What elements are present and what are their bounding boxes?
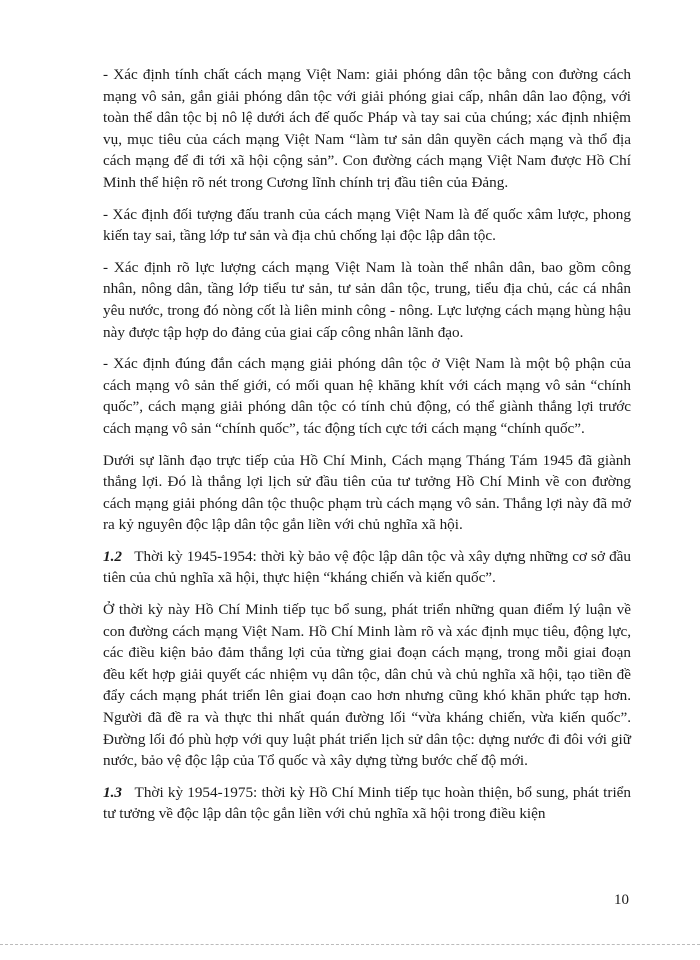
paragraph-struggle-targets: - Xác định đối tượng đấu tranh của cách mạng Việt Nam là đế quốc xâm lược, phong kiến tay sai, tầng lớp tư sản và địa chủ chống lại độc lập dân tộc. <box>103 205 631 245</box>
paragraph-world-revolution: - Xác định đúng đắn cách mạng giải phóng dân tộc ở Việt Nam là một bộ phận của cách mạng vô sản thế giới, có mối quan hệ khăng khít với cách mạng vô sản “chính quốc”, cách mạng giải phóng dân tộc có tính chủ động, có thể giành thắng lợi trước cách mạng vô sản “chính quốc”, tác động tích cực tới cách mạng “chính quốc”. <box>103 355 631 437</box>
section-1-2 <box>103 546 631 589</box>
document-body <box>103 64 631 835</box>
paragraph-august-revolution: Dưới sự lãnh đạo trực tiếp của Hồ Chí Minh, Cách mạng Tháng Tám 1945 đã giành thắng lợi. Đó là thắng lợi lịch sử đầu tiên của tư tưởng Hồ Chí Minh về con đường cách mạng giải phóng dân tộc thuộc phạm trù cách mạng vô sản. Thắng lợi này đã mở ra kỷ nguyên độc lập dân tộc gắn liền với chủ nghĩa xã hội. <box>103 451 631 534</box>
section-1-2-text: Thời kỳ 1945-1954: thời kỳ bảo vệ độc lập dân tộc và xây dựng những cơ sở đầu tiên của chủ nghĩa xã hội, thực hiện “kháng chiến và kiến quốc”. <box>103 547 632 587</box>
section-1-3-number: 1.3 <box>103 783 122 801</box>
paragraph-revolutionary-forces: - Xác định rõ lực lượng cách mạng Việt Nam là toàn thể nhân dân, bao gồm công nhân, nông dân, tầng lớp tiểu tư sản, tư sản dân tộc, trung, tiểu địa chủ, các cá nhân yêu nước, trong đó nòng cốt là liên minh công - nông. Lực lượng cách mạng hùng hậu này được tập hợp do đảng của giai cấp công nhân lãnh đạo. <box>103 258 631 341</box>
paragraph-nature-of-revolution: - Xác định tính chất cách mạng Việt Nam: giải phóng dân tộc bằng con đường cách mạng vô sản, gắn giải phóng dân tộc với giải phóng giai cấp, nhân dân lao động, với toàn thể dân tộc bị nô lệ dưới ách đế quốc Pháp và tay sai của chúng; xác định nhiệm vụ, mục tiêu của cách mạng Việt Nam “làm tư sản dân quyền cách mạng và thổ địa cách mạng để đi tới xã hội cộng sản”. Con đường cách mạng Việt Nam được Hồ Chí Minh thể hiện rõ nét trong Cương lĩnh chính trị đầu tiên của Đảng. <box>103 66 631 191</box>
page-number: 10 <box>614 892 629 908</box>
section-1-3-text: Thời kỳ 1954-1975: thời kỳ Hồ Chí Minh tiếp tục hoàn thiện, bổ sung, phát triển tư tưởng về độc lập dân tộc gắn liền với chủ nghĩa xã hội trong điều kiện <box>103 783 631 823</box>
section-1-2-number: 1.2 <box>103 547 122 565</box>
page-bottom-divider <box>0 944 700 945</box>
section-1-3 <box>103 782 631 825</box>
paragraph-period-1945-1954: Ở thời kỳ này Hồ Chí Minh tiếp tục bổ sung, phát triển những quan điểm lý luận về con đường cách mạng Việt Nam. Hồ Chí Minh làm rõ và xác định mục tiêu, động lực, các điều kiện bảo đảm thắng lợi của từng giai đoạn cách mạng, trong mỗi giai đoạn đều kết hợp giải quyết các nhiệm vụ dân tộc, dân chủ và chủ nghĩa xã hội, tạo tiền đề đẩy cách mạng phát triển lên giai đoạn cao hơn nhưng cũng khó khăn phức tạp hơn. Người đã đề ra và thực thi nhất quán đường lối “vừa kháng chiến, vừa kiến quốc”. Đường lối đó phù hợp với quy luật phát triển lịch sử dân tộc: dựng nước đi đôi với giữ nước, bảo vệ độc lập của Tổ quốc và xây dựng từng bước chế độ mới. <box>103 601 631 770</box>
